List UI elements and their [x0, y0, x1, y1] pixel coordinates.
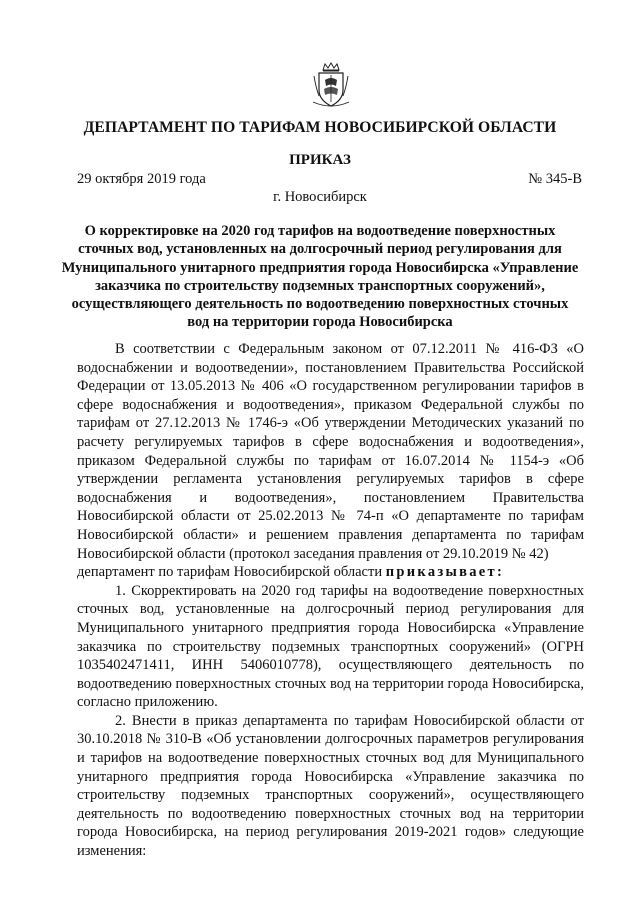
- order-date: 29 октября 2019 года: [77, 171, 206, 187]
- item-2: 2. Внести в приказ департамента по тарифам Новосибирской области от 30.10.2018 № 310-В «Об установлении долгосрочных параметров регулирования и тарифов на водоотведение поверхностных сточных вод для Муниципального унитарного предприятия города Новосибирска «Управление заказчика по строительству подземных транспортных сооружений», осуществляющего деятельность по водоотведению поверхностных сточных вод на территории города Новосибирска, на период регулирования 2019-2021 годов» следующие изменения:: [77, 712, 584, 860]
- order-number: № 345-В: [528, 171, 582, 187]
- city: г. Новосибирск: [273, 189, 367, 205]
- item-1: 1. Скорректировать на 2020 год тарифы на водоотведение поверхностных сточных вод, установленные на долгосрочный период регулирования для Муниципального унитарного предприятия города Новосибирска «Управление заказчика по строительству подземных транспортных сооружений» (ОГРН 1035402471411, ИНН 5406010778), осуществляющего деятельность по водоотведению поверхностных сточных вод на территории города Новосибирска, согласно приложению.: [77, 582, 584, 711]
- preamble-paragraph: В соответствии с Федеральным законом от 07.12.2011 № 416-ФЗ «О водоснабжении и водоотведении», постановлением Правительства Российской Федерации от 13.05.2013 № 406 «О государственном регулировании тарифов в сфере водоснабжения и водоотведения», приказом Федеральной службы по тарифам от 27.12.2013 № 1746-э «Об утверждении Методических указаний по расчету регулируемых тарифов в сфере водоснабжения и водоотведения», приказом Федеральной службы по тарифам от 16.07.2014 № 1154-э «Об утверждении регламента установления регулируемых тарифов в сфере водоснабжения и водоотведения», постановлением Правительства Новосибирской области от 25.02.2013 № 74-п «О департаменте по тарифам Новосибирской области» и решением правления департамента по тарифам Новосибирской области (протокол заседания правления от 29.10.2019 № 42): [77, 341, 584, 562]
- document-type: ПРИКАЗ: [289, 152, 351, 168]
- coat-of-arms-icon: [312, 62, 350, 108]
- orders-lead: департамент по тарифам Новосибирской области: [77, 564, 383, 581]
- department-name: ДЕПАРТАМЕНТ ПО ТАРИФАМ НОВОСИБИРСКОЙ ОБЛАСТИ: [83, 119, 557, 136]
- order-body: [77, 340, 584, 861]
- order-title: О корректировке на 2020 год тарифов на водоотведение поверхностных сточных вод, установленных на долгосрочный период регулирования для Муниципального унитарного предприятия города Новосибирска «Управление заказчика по строительству подземных транспортных сооружений», осуществляющего деятельность по водоотведению поверхностных сточных вод на территории города Новосибирска: [61, 223, 579, 331]
- orders-word: приказывает:: [385, 564, 505, 581]
- orders-paragraph: [77, 563, 584, 582]
